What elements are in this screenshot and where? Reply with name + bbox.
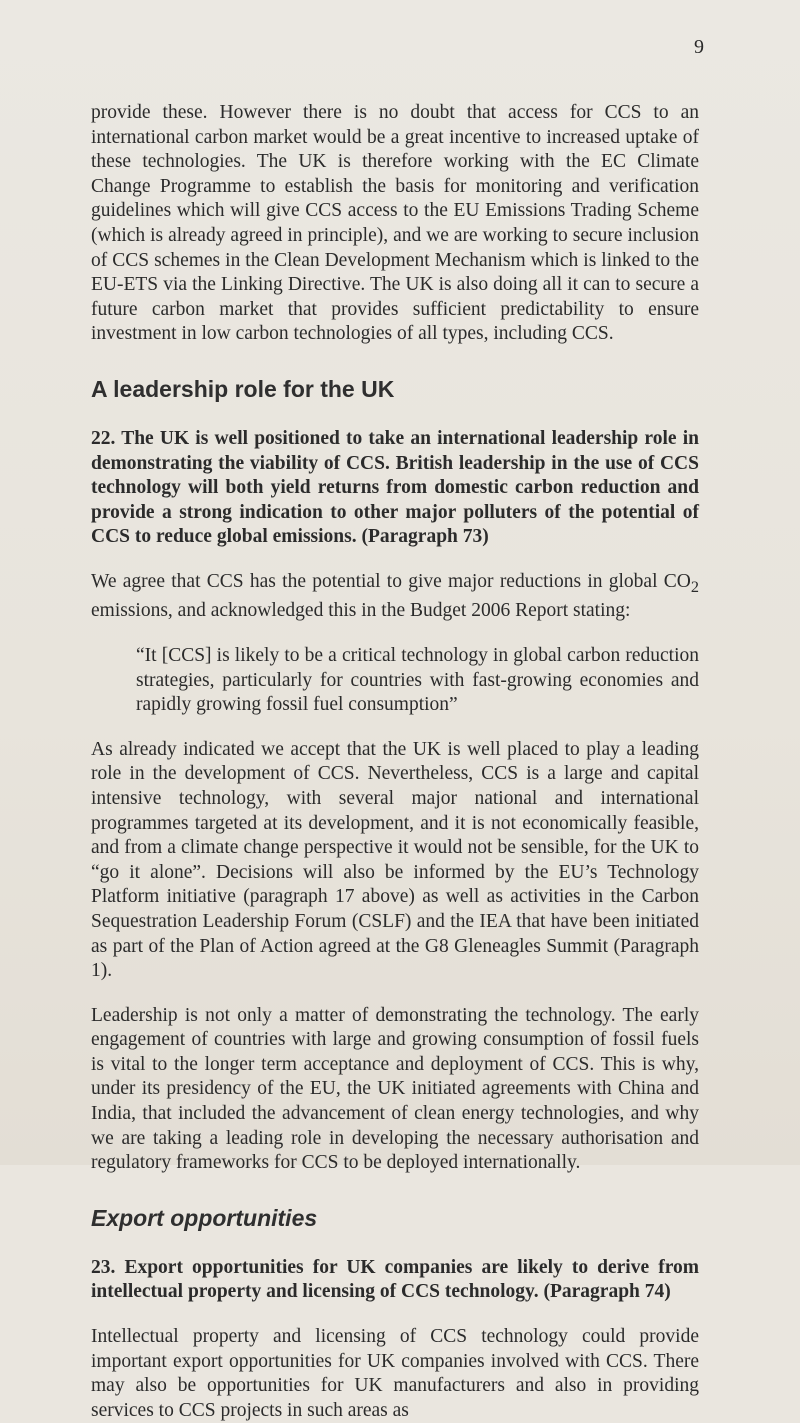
recommendation-22: 22. The UK is well positioned to take an international leadership role in demonstrating the viability of CCS. British leadership in the use of CCS technology will both yield returns from domestic carbon reduction and provide a strong indication to other major polluters of the potential of CCS to reduce global emissions. (Paragraph 73)	[91, 427, 699, 548]
co2-text-after: emissions, and acknowledged this in the Budget 2006 Report stating:	[91, 600, 631, 622]
section-heading-leadership: A leadership role for the UK	[91, 375, 395, 402]
paragraph-intellectual-property: Intellectual property and licensing of CCS technology could provide important export opportunities for UK companies involved with CCS. There may also be opportunities for UK manufacturers and also in providing services to CCS projects in such areas as	[91, 1326, 699, 1421]
section-heading-export: Export opportunities	[91, 1204, 318, 1231]
page-number: 9	[694, 36, 704, 58]
co2-subscript: 2	[690, 577, 699, 596]
recommendation-23: 23. Export opportunities for UK companies are likely to derive from intellectual property and licensing of CCS technology. (Paragraph 74)	[91, 1256, 699, 1303]
budget-report-quote: “It [CCS] is likely to be a critical technology in global carbon reduction strategies, particularly for countries with fast-growing economies and rapidly growing fossil fuel consumption”	[136, 644, 699, 716]
document-body	[91, 101, 699, 1423]
co2-text-before: We agree that CCS has the potential to give major reductions in global CO	[91, 570, 691, 592]
paragraph-co2-agreement	[91, 570, 699, 624]
paragraph-intro: provide these. However there is no doubt that access for CCS to an international carbon market would be a great incentive to increased uptake of these technologies. The UK is therefore working with the EC Climate Change Programme to establish the basis for monitoring and verification guidelines which will give CCS access to the EU Emissions Trading Scheme (which is already agreed in principle), and we are working to secure inclusion of CCS schemes in the Clean Development Mechanism which is linked to the EU-ETS via the Linking Directive. The UK is also doing all it can to secure a future carbon market that provides sufficient predictability to ensure investment in low carbon technologies of all types, including CCS.	[91, 102, 699, 345]
paragraph-leading-role: As already indicated we accept that the UK is well placed to play a leading role in the development of CCS. Nevertheless, CCS is a large and capital intensive technology, with several major national and international programmes targeted at its development, and it is not economically feasible, and from a climate change perspective it would not be sensible, for the UK to “go it alone”. Decisions will also be informed by the EU’s Technology Platform initiative (paragraph 17 above) as well as activities in the Carbon Sequestration Leadership Forum (CSLF) and the IEA that have been initiated as part of the Plan of Action agreed at the G8 Gleneagles Summit (Paragraph 1).	[91, 738, 699, 982]
paragraph-leadership-engagement: Leadership is not only a matter of demonstrating the technology. The early engagement of countries with large and growing consumption of fossil fuels is vital to the longer term acceptance and deployment of CCS. This is why, under its presidency of the EU, the UK initiated agreements with China and India, that included the advancement of clean energy technologies, and why we are taking a leading role in developing the necessary authorisation and regulatory frameworks for CCS to be deployed internationally.	[91, 1004, 699, 1174]
